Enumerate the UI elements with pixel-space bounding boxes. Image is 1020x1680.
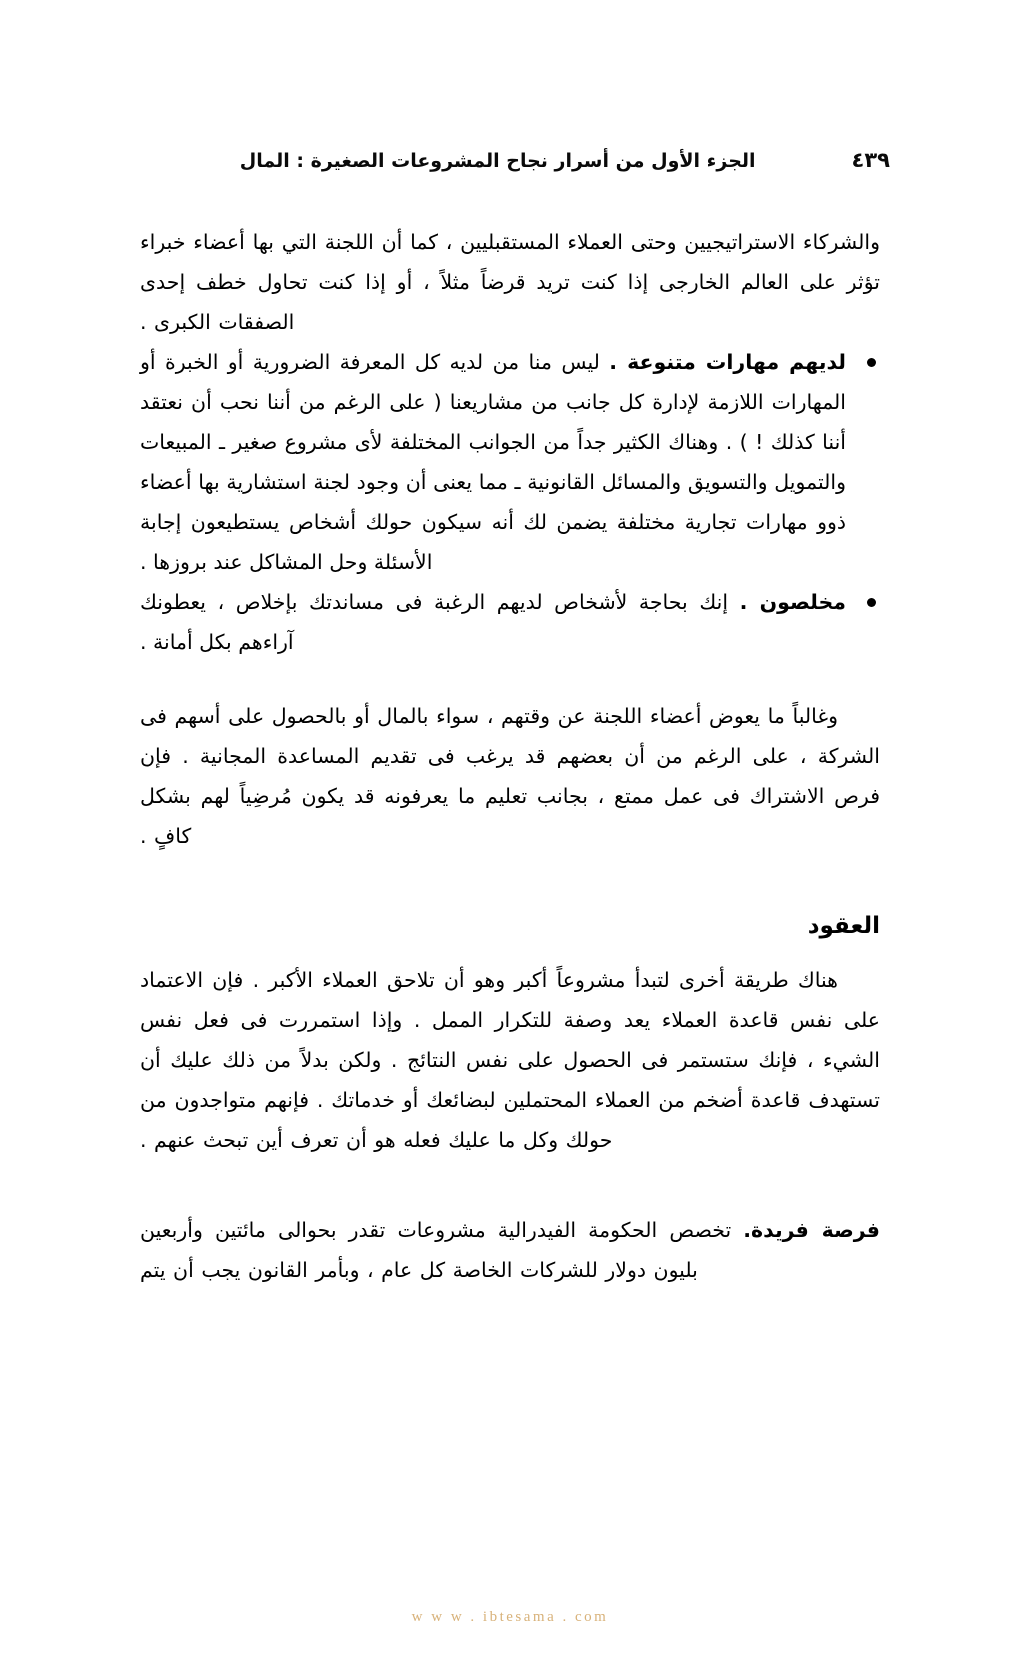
paragraph-4 xyxy=(140,1210,880,1290)
bullet-lead: لديهم مهارات متنوعة . xyxy=(609,350,846,374)
paragraph-block-3 xyxy=(140,960,880,1160)
section-heading-contracts: العقود xyxy=(807,913,880,939)
paragraph-3: هناك طريقة أخرى لتبدأ مشروعاً أكبر وهو أن تلاحق العملاء الأكبر . فإن الاعتماد على نفس قاعدة العملاء يعد وصفة للتكرار الممل . وإذا استمررت فى فعل نفس الشيء ، فإنك ستستمر فى الحصول على نفس النتائج . ولكن بدلاً من ذلك عليك أن تستهدف قاعدة أضخم من العملاء المحتملين لبضائعك أو خدماتك . فإنهم متواجدون من حولك وكل ما عليك فعله هو أن تعرف أين تبحث عنهم . xyxy=(140,968,880,1152)
paragraph-block-1 xyxy=(140,222,880,342)
paragraph-block-4 xyxy=(140,1210,880,1290)
bullet-list xyxy=(140,342,880,662)
bullet-dot-icon xyxy=(867,598,876,607)
running-title: الجزء الأول من أسرار نجاح المشروعات الصغيرة : المال xyxy=(239,150,756,172)
page-number: ٤٣٩ xyxy=(851,148,890,172)
paragraph-4-lead: فرصة فريدة. xyxy=(743,1218,880,1242)
bullet-dot-icon xyxy=(867,358,876,367)
paragraph-2: وغالباً ما يعوض أعضاء اللجنة عن وقتهم ، سواء بالمال أو بالحصول على أسهم فى الشركة ، على الرغم من أن بعضهم قد يرغب فى تقديم المساعدة المجانية . فإن فرص الاشتراك فى عمل ممتع ، بجانب تعليم ما يعرفونه قد يكون مُرضِياً لهم بشكل كافٍ . xyxy=(140,704,880,848)
spacer xyxy=(140,1160,880,1210)
bullet-paragraph xyxy=(140,342,846,582)
watermark: w w w . ibtesama . com xyxy=(411,1609,609,1625)
bullet-body: ليس منا من لديه كل المعرفة الضرورية أو الخبرة أو المهارات اللازمة لإدارة كل جانب من مشاريعنا ( على الرغم من أننا نحب أن نعتقد أننا كذلك ! ) . وهناك الكثير جداً من الجوانب المختلفة لأى مشروع صغير ـ المبيعات والتمويل والتسويق والمسائل القانونية ـ مما يعنى أن وجود لجنة استشارية بها أعضاء ذوو مهارات تجارية مختلفة يضمن لك أنه سيكون حولك أشخاص يستطيعون إجابة الأسئلة وحل المشاكل عند بروزها . xyxy=(140,350,846,574)
bullet-lead: مخلصون . xyxy=(739,590,846,614)
paragraph-4-body: تخصص الحكومة الفيدرالية مشروعات تقدر بحوالى مائتين وأربعين بليون دولار للشركات الخاصة كل عام ، وبأمر القانون يجب أن يتم xyxy=(140,1218,744,1282)
bullet-paragraph xyxy=(140,582,846,662)
list-item xyxy=(140,342,880,582)
spacer xyxy=(140,856,880,906)
paragraph-1: والشركاء الاستراتيجيين وحتى العملاء المستقبليين ، كما أن اللجنة التي بها أعضاء خبراء تؤثر على العالم الخارجى إذا كنت تريد قرضاً مثلاً ، أو إذا كنت تحاول خطف إحدى الصفقات الكبرى . xyxy=(140,230,880,334)
paragraph-block-2 xyxy=(140,696,880,856)
spacer xyxy=(140,662,880,696)
running-head xyxy=(130,148,890,182)
bullet-body: إنك بحاجة لأشخاص لديهم الرغبة فى مساندتك بإخلاص ، يعطونك آراءهم بكل أمانة . xyxy=(140,590,740,654)
text-column xyxy=(140,222,880,1290)
spacer xyxy=(140,946,880,960)
list-item xyxy=(140,582,880,662)
